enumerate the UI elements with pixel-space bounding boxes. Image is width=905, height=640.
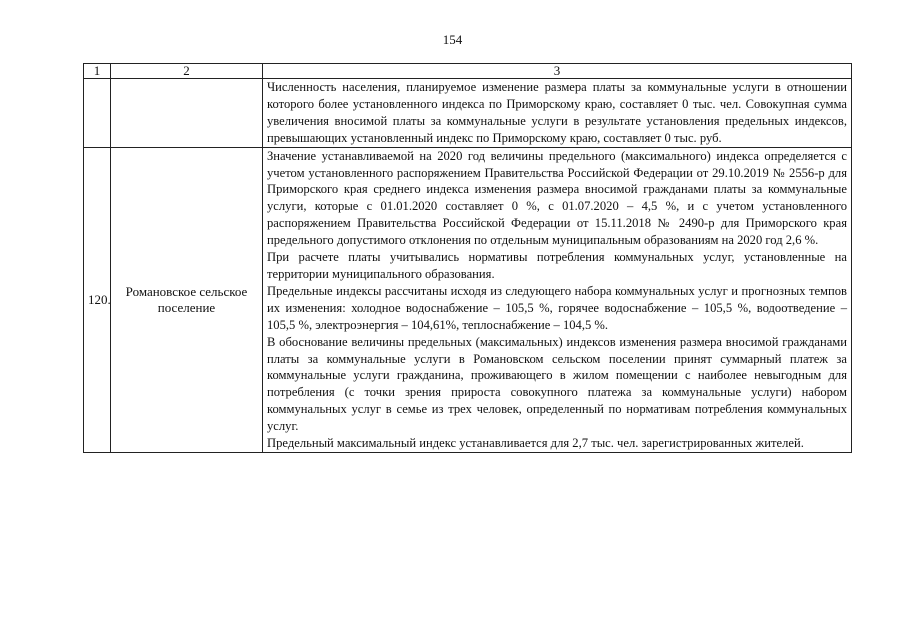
page-number: 154	[442, 32, 463, 47]
description-paragraph: Предельные индексы рассчитаны исходя из следующего набора коммунальных услуг и прогнозных темпов их изменения: холодное водоснабжение – 105,5 %, горячее водоснабжение – 105,5 %, водоотведение – 105,5 %, электроэнергия – 104,61%, теплоснабжение – 104,5 %.	[267, 283, 847, 332]
description-paragraph: В обоснование величины предельных (максимальных) индексов изменения размера вносимой гражданами платы за коммунальные услуги в Романовском сельском поселении принят суммарный платеж за коммунальные услуги гражданина, проживающего в жилом помещении с наиболее невыгодным для потребления (с точки зрения прироста совокупного платежа за коммунальные услуги) набором коммунальных услуг в семье из трех человек, определенный по нормативам потребления коммунальных услуг.	[267, 334, 847, 434]
description-paragraph: Значение устанавливаемой на 2020 год величины предельного (максимального) индекса определяется с учетом установленного распоряжением Правительства Российской Федерации от 29.10.2019 № 2556-р для Приморского края среднего индекса изменения размера вносимой гражданами платы за коммунальные услуги, которые с 01.01.2020 составляет 0 %, с 01.07.2020 – 4,5 %, и с учетом установленного распоряжением Правительства Российской Федерации от 15.11.2018 № 2490-р для Приморского края предельного допустимого отклонения по отдельным муниципальным образованиям на 2020 год 2,6 %.	[267, 148, 847, 248]
row-number	[84, 79, 111, 148]
municipality-name	[111, 79, 263, 148]
table-row	[84, 79, 852, 148]
municipality-name: Романовское сельское поселение	[111, 147, 263, 452]
table-row	[84, 147, 852, 452]
column-header-1: 1	[84, 64, 111, 79]
table-header-row	[84, 64, 852, 79]
column-header-2: 2	[111, 64, 263, 79]
row-number: 120.	[84, 147, 111, 452]
document-table	[83, 63, 852, 453]
description-paragraph: Численность населения, планируемое изменение размера платы за коммунальные услуги в отношении которого более установленного индекса по Приморскому краю, составляет 0 тыс. чел. Совокупная сумма увеличения вносимой платы за коммунальные услуги в результате установления предельных индексов, превышающих установленный индекс по Приморскому краю, составляет 0 тыс. руб.	[267, 80, 847, 145]
description-paragraph: При расчете платы учитывались нормативы потребления коммунальных услуг, установленные на территории муниципального образования.	[267, 250, 847, 281]
description-paragraph: Предельный максимальный индекс устанавливается для 2,7 тыс. чел. зарегистрированных жителей.	[267, 436, 804, 451]
column-header-3: 3	[263, 64, 852, 79]
description-cell	[263, 147, 852, 452]
description-cell	[263, 79, 852, 148]
